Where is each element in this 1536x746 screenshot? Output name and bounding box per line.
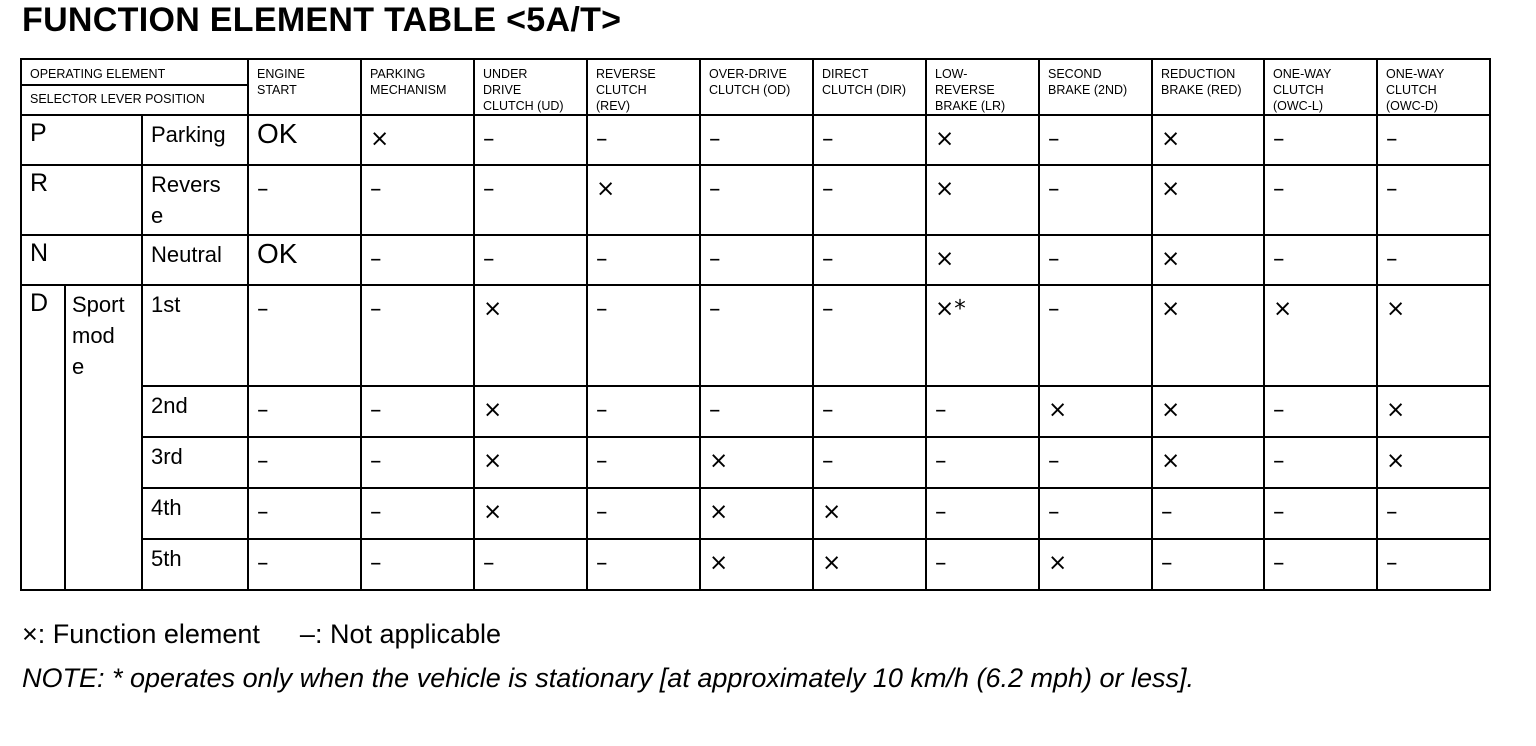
- table-cell: –: [813, 386, 926, 437]
- table-cell: –: [248, 539, 361, 590]
- table-cell: ×: [1152, 386, 1264, 437]
- table-cell: –: [361, 235, 474, 285]
- table-row: [21, 165, 1490, 235]
- table-cell: –: [1039, 488, 1152, 539]
- gear-label: 2nd: [142, 386, 248, 437]
- table-cell: –: [1377, 235, 1490, 285]
- table-cell: ×: [474, 437, 587, 488]
- table-row: [21, 285, 1490, 386]
- table-cell: ×*: [926, 285, 1039, 386]
- table-cell: –: [813, 165, 926, 235]
- position-label: D: [21, 285, 65, 590]
- table-cell: ×: [813, 488, 926, 539]
- table-row: [21, 386, 1490, 437]
- table-cell: ×: [1377, 386, 1490, 437]
- table-cell: –: [587, 488, 700, 539]
- table-cell: –: [700, 235, 813, 285]
- position-name: Parking: [142, 115, 248, 165]
- table-cell: ×: [1377, 437, 1490, 488]
- table-cell: –: [1152, 539, 1264, 590]
- table-cell: –: [361, 488, 474, 539]
- table-cell: ×: [474, 386, 587, 437]
- column-header: LOW- REVERSE BRAKE (LR): [926, 59, 1039, 115]
- table-cell: ×: [1152, 285, 1264, 386]
- gear-label: 5th: [142, 539, 248, 590]
- table-cell: –: [1264, 437, 1377, 488]
- table-cell: –: [248, 165, 361, 235]
- table-cell: –: [587, 285, 700, 386]
- gear-label: 1st: [142, 285, 248, 386]
- table-cell: –: [1264, 539, 1377, 590]
- table-cell: OK: [248, 235, 361, 285]
- table-cell: ×: [1039, 539, 1152, 590]
- column-header: OVER-DRIVE CLUTCH (OD): [700, 59, 813, 115]
- table-cell: ×: [587, 165, 700, 235]
- table-cell: ×: [1152, 165, 1264, 235]
- table-cell: ×: [926, 115, 1039, 165]
- column-header: PARKING MECHANISM: [361, 59, 474, 115]
- table-cell: –: [700, 115, 813, 165]
- table-cell: –: [1377, 488, 1490, 539]
- column-header: ONE-WAY CLUTCH (OWC-D): [1377, 59, 1490, 115]
- table-cell: –: [361, 285, 474, 386]
- column-header: ONE-WAY CLUTCH (OWC-L): [1264, 59, 1377, 115]
- column-header: ENGINE START: [248, 59, 361, 115]
- table-cell: –: [361, 386, 474, 437]
- table-cell: –: [1377, 539, 1490, 590]
- table-cell: ×: [1152, 115, 1264, 165]
- table-cell: –: [1039, 285, 1152, 386]
- table-cell: ×: [1152, 235, 1264, 285]
- table-cell: ×: [700, 488, 813, 539]
- table-cell: –: [587, 437, 700, 488]
- table-cell: –: [1264, 386, 1377, 437]
- function-element-table: [20, 58, 1491, 591]
- table-cell: –: [248, 437, 361, 488]
- table-cell: –: [813, 115, 926, 165]
- column-header: SECOND BRAKE (2ND): [1039, 59, 1152, 115]
- table-cell: –: [1039, 235, 1152, 285]
- table-cell: ×: [813, 539, 926, 590]
- selector-lever-position-header: SELECTOR LEVER POSITION: [21, 85, 248, 115]
- column-header: REDUCTION BRAKE (RED): [1152, 59, 1264, 115]
- table-cell: –: [361, 437, 474, 488]
- table-cell: –: [474, 115, 587, 165]
- table-cell: –: [587, 235, 700, 285]
- table-row: [21, 235, 1490, 285]
- table-cell: –: [474, 235, 587, 285]
- table-cell: ×: [700, 437, 813, 488]
- table-cell: ×: [474, 285, 587, 386]
- table-row: [21, 488, 1490, 539]
- table-cell: ×: [1377, 285, 1490, 386]
- table-cell: –: [248, 285, 361, 386]
- operating-element-header: OPERATING ELEMENT: [21, 59, 248, 85]
- table-cell: –: [813, 437, 926, 488]
- table-cell: ×: [474, 488, 587, 539]
- table-cell: –: [926, 539, 1039, 590]
- function-element-symbol: ×: [22, 619, 38, 649]
- table-cell: ×: [361, 115, 474, 165]
- table-cell: ×: [1152, 437, 1264, 488]
- table-row: [21, 539, 1490, 590]
- table-cell: –: [1152, 488, 1264, 539]
- table-cell: –: [813, 235, 926, 285]
- table-row: [21, 115, 1490, 165]
- table-cell: –: [587, 386, 700, 437]
- drive-mode-label: Sport mod e: [65, 285, 142, 590]
- gear-label: 3rd: [142, 437, 248, 488]
- table-cell: –: [1039, 437, 1152, 488]
- table-cell: ×: [926, 165, 1039, 235]
- table-cell: –: [700, 285, 813, 386]
- table-cell: ×: [926, 235, 1039, 285]
- table-cell: –: [248, 386, 361, 437]
- table-cell: –: [587, 539, 700, 590]
- header-row: [21, 59, 1490, 85]
- table-row: [21, 437, 1490, 488]
- column-header: DIRECT CLUTCH (DIR): [813, 59, 926, 115]
- table-cell: –: [248, 488, 361, 539]
- table-cell: –: [926, 488, 1039, 539]
- table-cell: –: [361, 165, 474, 235]
- column-header: UNDER DRIVE CLUTCH (UD): [474, 59, 587, 115]
- table-cell: OK: [248, 115, 361, 165]
- table-cell: –: [1264, 235, 1377, 285]
- table-cell: –: [474, 539, 587, 590]
- table-cell: –: [1377, 165, 1490, 235]
- table-cell: –: [1377, 115, 1490, 165]
- table-cell: ×: [1039, 386, 1152, 437]
- not-applicable-text: : Not applicable: [314, 619, 502, 649]
- table-cell: –: [361, 539, 474, 590]
- table-cell: –: [474, 165, 587, 235]
- table-cell: –: [1264, 115, 1377, 165]
- not-applicable-symbol: –: [299, 619, 315, 649]
- position-label: R: [21, 165, 142, 235]
- position-name: Neutral: [142, 235, 248, 285]
- table-cell: –: [1039, 165, 1152, 235]
- legend: [22, 616, 501, 652]
- table-cell: –: [700, 386, 813, 437]
- table-cell: –: [1264, 165, 1377, 235]
- table-body: [21, 59, 1490, 590]
- gear-label: 4th: [142, 488, 248, 539]
- table-cell: –: [813, 285, 926, 386]
- position-name: Revers e: [142, 165, 248, 235]
- table-cell: –: [926, 386, 1039, 437]
- table-cell: –: [587, 115, 700, 165]
- footnote: NOTE: * operates only when the vehicle is stationary [at approximately 10 km/h (6.2 mph) or less].: [22, 663, 1195, 693]
- page-title: FUNCTION ELEMENT TABLE <5A/T>: [22, 1, 622, 39]
- position-label: N: [21, 235, 142, 285]
- table-cell: ×: [1264, 285, 1377, 386]
- table-cell: –: [926, 437, 1039, 488]
- table-cell: –: [1264, 488, 1377, 539]
- table-cell: –: [700, 165, 813, 235]
- table-cell: –: [1039, 115, 1152, 165]
- column-header: REVERSE CLUTCH (REV): [587, 59, 700, 115]
- table-cell: ×: [700, 539, 813, 590]
- function-element-text: : Function element: [37, 619, 260, 649]
- position-label: P: [21, 115, 142, 165]
